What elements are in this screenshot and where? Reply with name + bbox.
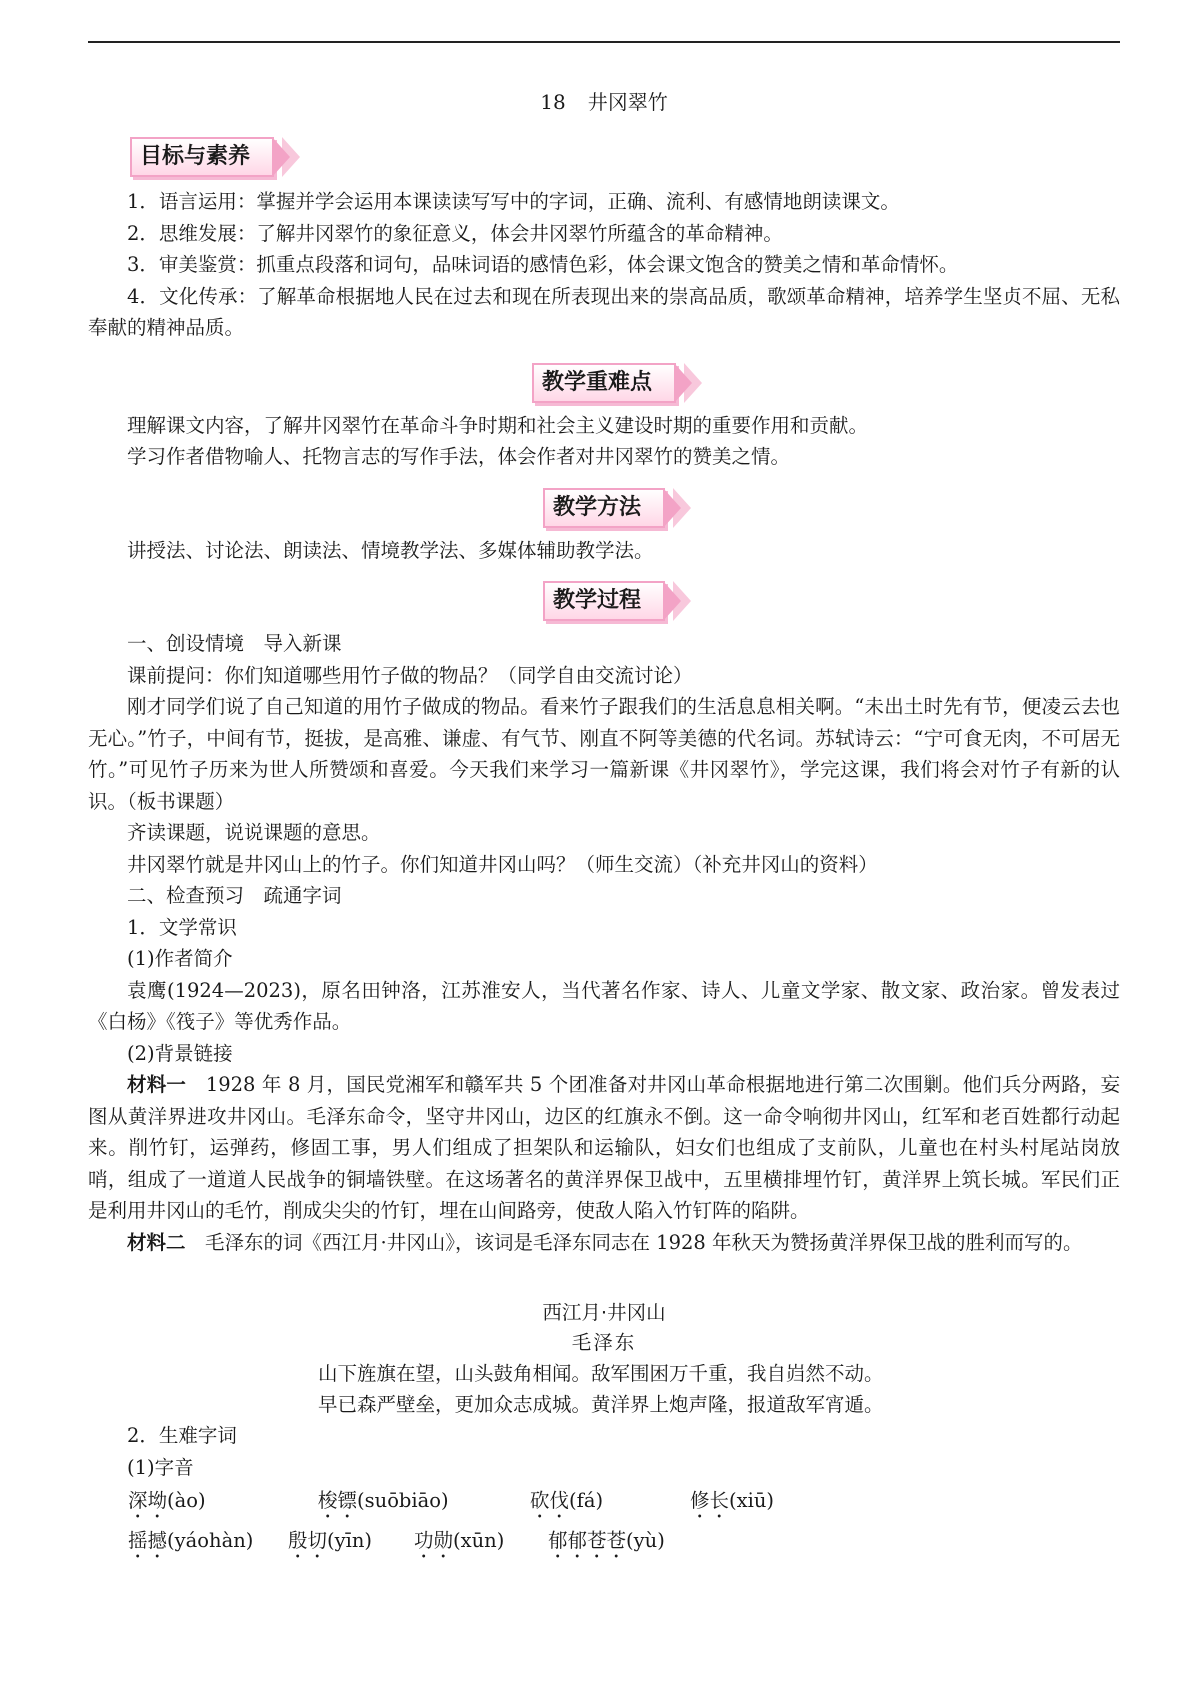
vocab-word: 摇撼 — [128, 1529, 168, 1552]
vocab-word: 梭镖 — [318, 1489, 358, 1512]
keypoints-heading-row — [88, 356, 1120, 410]
author-title: (1)作者简介 — [127, 947, 233, 970]
step1-title: 一、创设情境 导入新课 — [127, 632, 342, 655]
lit-title: 1．文学常识 — [127, 915, 237, 939]
vocab-word: 深坳 — [128, 1489, 168, 1512]
poem-author: 毛泽东 — [571, 1331, 637, 1354]
methods-heading-row — [88, 481, 1120, 535]
explain-paragraph: 井冈翠竹就是井冈山上的竹子。你们知道井冈山吗？（师生交流）（补充井冈山的资料） — [127, 852, 878, 876]
poem — [88, 1298, 1120, 1420]
lesson-title-text: 井冈翠竹 — [587, 90, 668, 114]
header-rule — [88, 41, 1120, 43]
step2-title: 二、检查预习 疏通字词 — [127, 884, 342, 907]
goals-heading-row — [88, 130, 1120, 184]
keypoint-item: 理解课文内容，了解井冈翠竹在革命斗争时期和社会主义建设时期的重要作用和贡献。 — [127, 413, 869, 437]
material2-text: 毛泽东的词《西江月·井冈山》，该词是毛泽东同志在 1928 年秋天为赞扬黄洋界保卫战的胜利而写的。 — [185, 1230, 1083, 1254]
vocab-item — [288, 1523, 414, 1563]
vocab-word: 郁郁苍苍 — [548, 1529, 627, 1552]
poem-line: 早已森严壁垒，更加众志成城。黄洋界上炮声隆，报道敌军宵遁。 — [318, 1393, 884, 1416]
pron-title: (1)字音 — [127, 1455, 194, 1479]
vocab-item — [128, 1483, 318, 1523]
vocab-word: 砍伐 — [530, 1489, 570, 1512]
methods-heading: 教学方法 — [543, 488, 665, 528]
read-title: 齐读课题，说说课题的意思。 — [127, 821, 381, 844]
vocab-pinyin: (yù) — [626, 1529, 665, 1552]
intro-paragraph: 刚才同学们说了自己知道的用竹子做成的物品。看来竹子跟我们的生活息息相关啊。“未出土时先有节，便凌云去也无心。”竹子，中间有节，挺拔，是高雅、谦虚、有气节、刚直不阿等美德的代名词。苏轼诗云：“宁可食无肉，不可居无竹。”可见竹子历来为世人所赞颂和喜爱。今天我们来学习一篇新课《井冈翠竹》，学完这课，我们将会对竹子有新的认识。（板书课题） — [88, 695, 1120, 813]
poem-line: 山下旌旗在望，山头鼓角相闻。敌军围困万千重，我自岿然不动。 — [318, 1362, 884, 1385]
material2 — [88, 1227, 1120, 1259]
keypoint-item: 学习作者借物喻人、托物言志的写作手法，体会作者对井冈翠竹的赞美之情。 — [127, 445, 791, 468]
material2-label: 材料二 — [127, 1230, 186, 1254]
vocab-item — [548, 1523, 665, 1563]
vocab-word: 功勋 — [414, 1529, 454, 1552]
material1-text: 1928 年 8 月，国民党湘军和赣军共 5 个团准备对井冈山革命根据地进行第二次围剿。他们兵分两路，妄图从黄洋界进攻井冈山。毛泽东命令，坚守井冈山，边区的红旗永不倒。这一命令响彻井冈山，红军和老百姓都行动起来。削竹钉，运弹药，修固工事，男人们组成了担架队和运输队，妇女们也组成了支前队，儿童也在村头村尾站岗放哨，组成了一道道人民战争的铜墙铁壁。在这场著名的黄洋界保卫战中，五里横排埋竹钉，黄洋界上筑长城。军民们正是利用井冈山的毛竹，削成尖尖的竹钉，埋在山间路旁，使敌人陷入竹钉阵的陷阱。 — [88, 1073, 1120, 1222]
goal-item: 4．文化传承：了解革命根据地人民在过去和现在所表现出来的崇高品质，歌颂革命精神，培养学生坚贞不屈、无私奉献的精神品质。 — [88, 284, 1120, 339]
vocab-item — [414, 1523, 548, 1563]
goals-heading: 目标与素养 — [130, 137, 274, 177]
keypoints-heading: 教学重难点 — [532, 363, 676, 403]
vocab-word: 殷切 — [288, 1529, 328, 1552]
goal-item: 2．思维发展：了解井冈翠竹的象征意义，体会井冈翠竹所蕴含的革命精神。 — [127, 221, 783, 245]
goal-item: 1．语言运用：掌握并学会运用本课读读写写中的字词，正确、流利、有感情地朗读课文。 — [127, 190, 900, 213]
vocab-item — [318, 1483, 530, 1523]
background-title: (2)背景链接 — [127, 1041, 233, 1065]
vocab-word: 修长 — [690, 1489, 730, 1512]
lesson-title — [88, 80, 1120, 130]
goals-list — [88, 186, 1120, 344]
vocab-item — [128, 1523, 288, 1563]
vocab-item — [530, 1483, 690, 1523]
document-page — [88, 80, 1120, 1563]
vocab-item — [690, 1483, 774, 1523]
vocab-pinyin: (fá) — [569, 1489, 604, 1512]
vocab-pinyin: (yáohàn) — [167, 1529, 254, 1552]
vocab-pinyin: (yīn) — [327, 1529, 373, 1552]
author-text: 袁鹰(1924—2023)，原名田钟洛，江苏淮安人，当代著名作家、诗人、儿童文学家、散文家、政治家。曾发表过《白杨》《筏子》等优秀作品。 — [88, 978, 1120, 1033]
goal-item: 3．审美鉴赏：抓重点段落和词句，品味词语的感情色彩，体会课文饱含的赞美之情和革命情怀。 — [127, 253, 959, 276]
vocab-row-2 — [88, 1523, 1120, 1563]
vocab-row-1 — [88, 1483, 1120, 1523]
vocab-pinyin: (ào) — [167, 1489, 206, 1512]
vocab-pinyin: (xiū) — [729, 1489, 775, 1512]
poem-title: 西江月·井冈山 — [542, 1301, 666, 1324]
vocab-pinyin: (suōbiāo) — [357, 1489, 449, 1512]
pre-question: 课前提问：你们知道哪些用竹子做的物品？（同学自由交流讨论） — [127, 663, 693, 687]
process-heading: 教学过程 — [543, 581, 665, 621]
vocab-title: 2．生难字词 — [127, 1424, 237, 1447]
vocab-pinyin: (xūn) — [453, 1529, 505, 1552]
spacer — [88, 1258, 1120, 1298]
material1-label: 材料一 — [127, 1073, 187, 1096]
methods-text: 讲授法、讨论法、朗读法、情境教学法、多媒体辅助教学法。 — [127, 538, 654, 562]
material1 — [88, 1069, 1120, 1227]
lesson-number: 18 — [540, 90, 566, 114]
process-heading-row — [88, 574, 1120, 628]
